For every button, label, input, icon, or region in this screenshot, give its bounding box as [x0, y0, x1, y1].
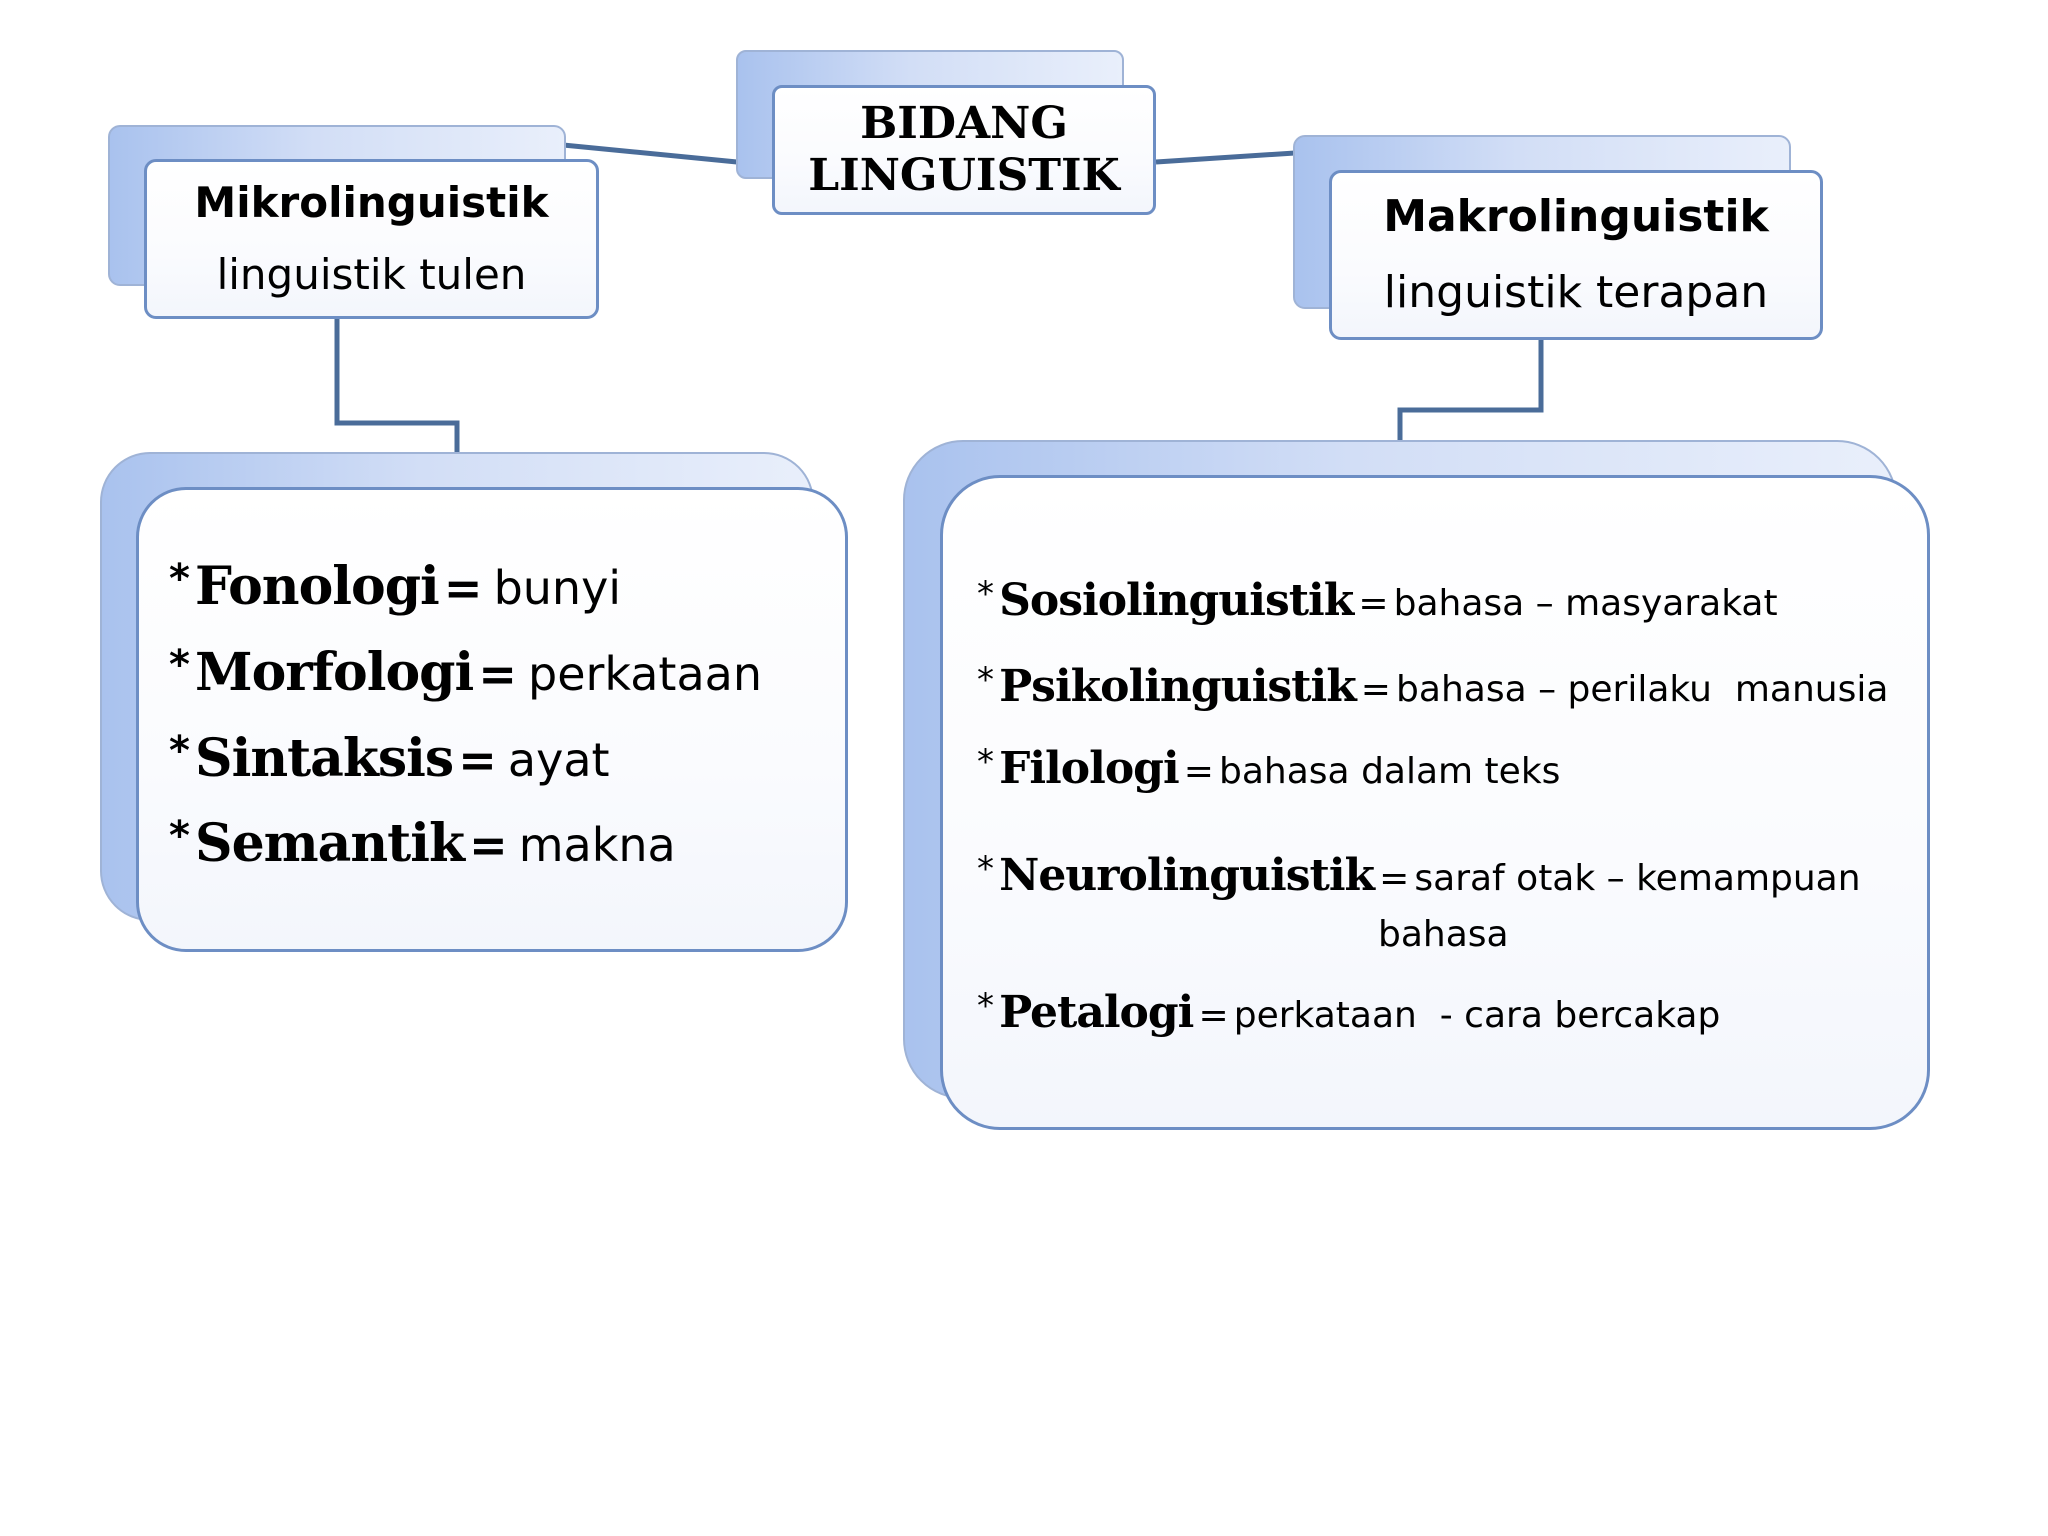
- item-separator: =: [1360, 669, 1391, 710]
- right-header-subtitle: linguistik terapan: [1383, 267, 1769, 318]
- left-list-node: [100, 452, 848, 952]
- item-term: Fonologi: [195, 556, 439, 617]
- bullet-marker: *: [977, 574, 994, 614]
- connector-right-to-list: [1400, 340, 1541, 440]
- item-description: perkataan - cara bercakap: [1233, 995, 1721, 1036]
- connector-root-to-right: [1156, 153, 1295, 162]
- list-item: [977, 574, 1778, 626]
- connector-left-to-list: [337, 318, 457, 452]
- left-list-box: [136, 487, 848, 952]
- list-item: [169, 556, 621, 617]
- root-title-line2: LINGUISTIK: [808, 150, 1120, 201]
- item-term: Petalogi: [999, 987, 1194, 1038]
- item-separator: =: [478, 647, 517, 701]
- root-node-box: [772, 85, 1156, 215]
- right-header-box: [1329, 170, 1823, 340]
- item-description: makna: [518, 818, 676, 872]
- item-separator: =: [1198, 995, 1229, 1036]
- left-header-node: [108, 125, 599, 319]
- bullet-marker: *: [977, 742, 994, 782]
- list-item: [977, 849, 1861, 901]
- item-description: bahasa – masyarakat: [1393, 583, 1778, 624]
- left-header-subtitle: linguistik tulen: [216, 250, 527, 299]
- list-item: [977, 660, 1888, 712]
- item-separator: =: [458, 733, 497, 787]
- item-separator: =: [443, 561, 483, 615]
- item-description: ayat: [507, 733, 610, 787]
- item-description: bunyi: [493, 561, 622, 615]
- left-header-title: Mikrolinguistik: [194, 178, 549, 227]
- item-term: Sintaksis: [195, 728, 454, 789]
- item-separator: =: [1379, 858, 1410, 899]
- list-item: [977, 986, 1720, 1038]
- list-item: [977, 742, 1560, 794]
- item-separator: =: [469, 818, 508, 872]
- list-item: [169, 813, 676, 874]
- item-term: Semantik: [195, 813, 464, 874]
- item-separator: =: [1183, 751, 1214, 792]
- item-separator: =: [1358, 583, 1389, 624]
- item-description: perkataan: [528, 647, 762, 701]
- left-header-box: [144, 159, 599, 319]
- item-description: bahasa dalam teks: [1219, 751, 1561, 792]
- item-term: Morfologi: [195, 642, 474, 703]
- bullet-marker: *: [977, 986, 994, 1026]
- right-list-box: [940, 475, 1930, 1130]
- item-term: Sosiolinguistik: [999, 575, 1354, 626]
- item-description: saraf otak – kemampuan: [1414, 858, 1861, 899]
- bullet-marker: *: [977, 849, 994, 889]
- bullet-marker: *: [169, 813, 190, 859]
- right-list-node: [903, 440, 1930, 1130]
- item-description-continued: bahasa: [1378, 914, 1509, 955]
- root-title-line1: BIDANG: [860, 98, 1068, 149]
- item-term: Filologi: [999, 743, 1179, 794]
- list-item: [169, 728, 610, 789]
- bullet-marker: *: [977, 660, 994, 700]
- bullet-marker: *: [169, 642, 190, 688]
- list-item: [169, 642, 762, 703]
- item-term: Psikolinguistik: [999, 661, 1356, 712]
- item-description: bahasa – perilaku manusia: [1396, 669, 1889, 710]
- bullet-marker: *: [169, 728, 190, 774]
- right-header-node: [1293, 135, 1823, 340]
- bullet-marker: *: [169, 556, 190, 602]
- root-node: [736, 50, 1156, 215]
- item-term: Neurolinguistik: [999, 850, 1375, 901]
- right-header-title: Makrolinguistik: [1383, 191, 1769, 242]
